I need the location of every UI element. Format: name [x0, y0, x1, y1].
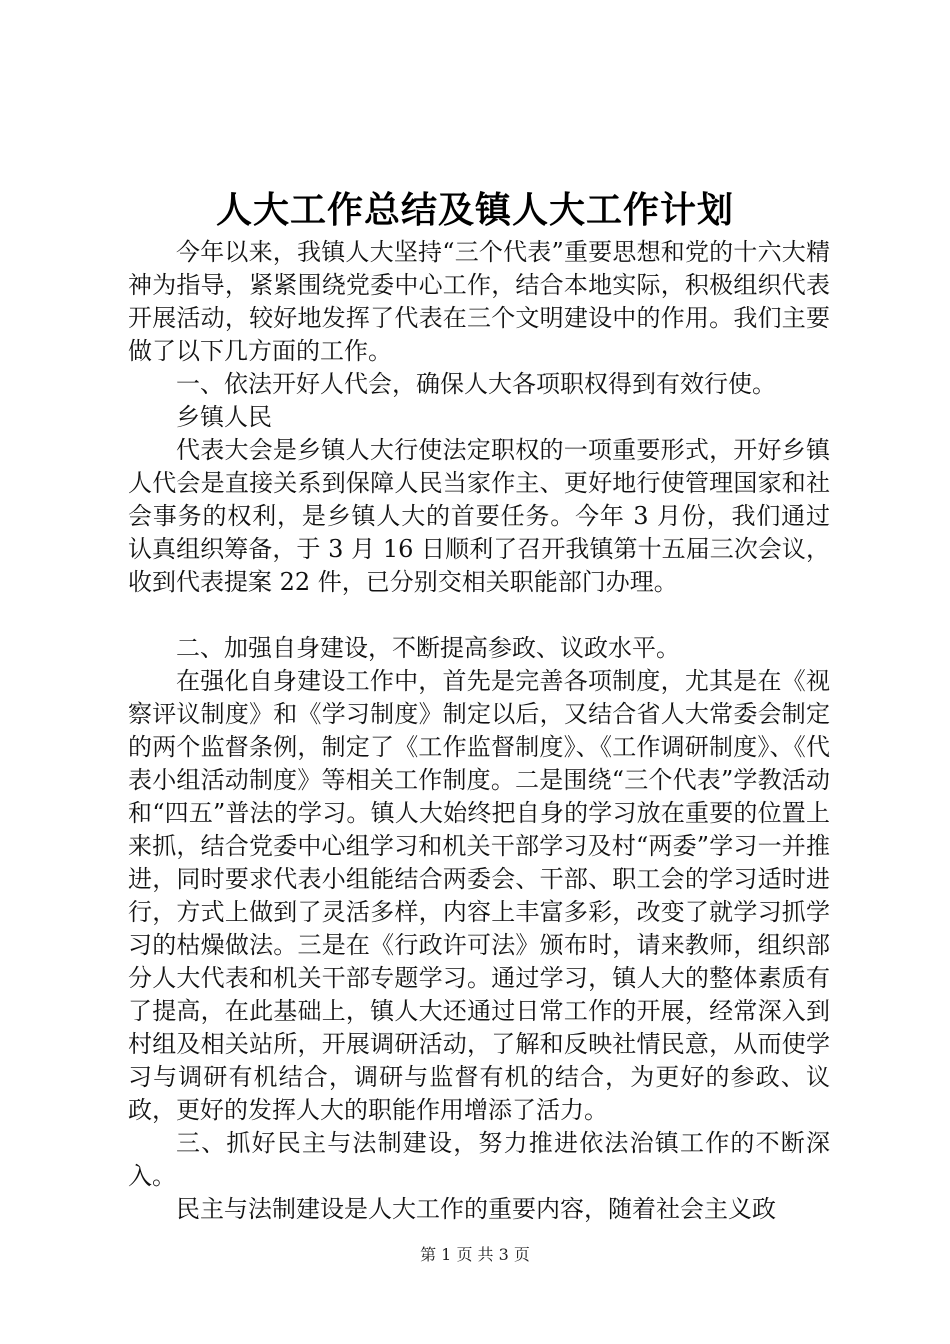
- paragraph-self-building: 在强化自身建设工作中，首先是完善各项制度，尤其是在《视察评议制度》和《学习制度》制定以后，又结合省人大常委会制定的两个监督条例，制定了《工作监督制度》、《工作调研制度》、《代表小组活动制度》等相关工作制度。二是围绕“三个代表”学教活动和“四五”普法的学习。镇人大始终把自身的学习放在重要的位置上来抓，结合党委中心组学习和机关干部学习及村“两委”学习一并推进，同时要求代表小组能结合两委会、干部、职工会的学习适时进行，方式上做到了灵活多样，内容上丰富多彩，改变了就学习抓学习的枯燥做法。三是在《行政许可法》颁布时，请来教师，组织部分人大代表和机关干部专题学习。通过学习，镇人大的整体素质有了提高，在此基础上，镇人大还通过日常工作的开展，经常深入到村组及相关站所，开展调研活动，了解和反映社情民意，从而使学习与调研有机结合，调研与监督有机的结合，为更好的参政、议政，更好的发挥人大的职能作用增添了活力。: [128, 667, 830, 1124]
- section-heading-1: 一、依法开好人代会，确保人大各项职权得到有效行使。: [176, 370, 776, 398]
- section-heading-3: 三、抓好民主与法制建设，努力推进依法治镇工作的不断深入。: [128, 1129, 830, 1190]
- section-heading-2: 二、加强自身建设，不断提高参政、议政水平。: [176, 634, 680, 662]
- paragraph-intro: 今年以来，我镇人大坚持“三个代表”重要思想和党的十六大精神为指导，紧紧围绕党委中心工作，结合本地实际，积极组织代表开展活动，较好地发挥了代表在三个文明建设中的作用。我们主要做了以下几方面的工作。: [128, 238, 830, 365]
- paragraph-democracy: 民主与法制建设是人大工作的重要内容，随着社会主义政: [176, 1195, 776, 1223]
- paragraph-congress: 代表大会是乡镇人大行使法定职权的一项重要形式，开好乡镇人代会是直接关系到保障人民当家作主、更好地行使管理国家和社会事务的权利，是乡镇人大的首要任务。今年 3 月份，我们通过认真组织筹备，于 3 月 16 日顺利了召开我镇第十五届三次会议，收到代表提案 22 件，已分别交相关职能部门办理。: [128, 436, 830, 596]
- blank-line: [128, 599, 830, 632]
- document-title: 人大工作总结及镇人大工作计划: [215, 189, 734, 231]
- paragraph-fragment: 乡镇人民: [176, 403, 272, 431]
- page-footer: 第 1 页 共 3 页: [420, 1245, 530, 1264]
- document-body: [128, 236, 830, 1226]
